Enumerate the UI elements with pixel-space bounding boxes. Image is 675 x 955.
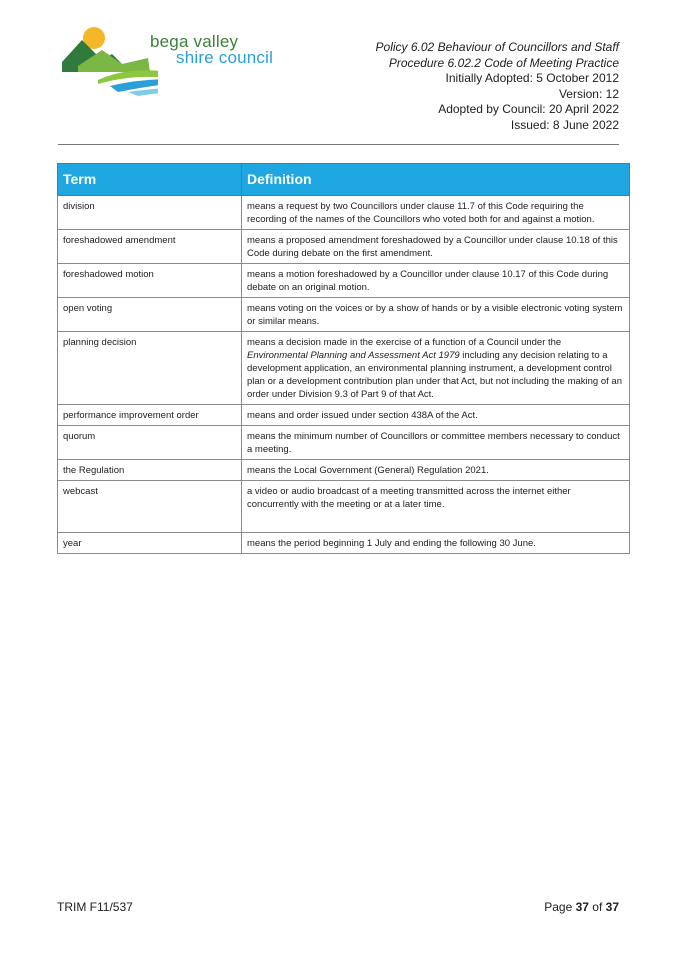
table-row [58,332,630,405]
definition-cell: means the period beginning 1 July and ending the following 30 June. [242,533,630,554]
term-cell: foreshadowed amendment [58,230,242,264]
definition-text: including any decision relating to a development application, an environmental planning instrument, a development control plan or a development contribution plan under that Act, but not including the making of an order under Division 9.3 of Part 9 of that Act. [247,350,622,400]
term-cell: planning decision [58,332,242,405]
logo-line-2: shire council [176,48,274,67]
term-cell: open voting [58,298,242,332]
page-label: Page [544,900,576,914]
council-adopted: Adopted by Council: 20 April 2022 [438,102,619,117]
term-cell: webcast [58,481,242,533]
page-number [544,900,619,914]
definition-cell: a video or audio broadcast of a meeting transmitted across the internet either concurrently with the meeting or at a later time. [242,481,630,533]
term-cell: foreshadowed motion [58,264,242,298]
council-logo-graphic [58,20,158,100]
definitions-table [57,163,630,554]
logo-line-1: bega valley [150,32,239,51]
table-row [58,264,630,298]
term-cell: performance improvement order [58,405,242,426]
table-row [58,298,630,332]
table-header-row [58,164,630,196]
total-pages: 37 [605,900,619,914]
definition-cell: means voting on the voices or by a show of hands or by a visible electronic voting system or similar means. [242,298,630,332]
term-cell: year [58,533,242,554]
column-header-definition: Definition [242,164,630,196]
document-header-info [376,40,619,134]
definition-text: means a decision made in the exercise of a function of a Council under the [247,337,562,348]
council-logo-text [150,34,273,66]
issued-date: Issued: 8 June 2022 [510,117,619,132]
council-logo [58,20,288,100]
definition-cell: means a request by two Councillors under clause 11.7 of this Code requiring the recording of the names of the Councillors who voted both for and against a motion. [242,196,630,230]
table-row [58,230,630,264]
table-row [58,533,630,554]
definition-cell: means the minimum number of Councillors or committee members necessary to conduct a meeting. [242,426,630,460]
definition-cell: means the Local Government (General) Regulation 2021. [242,460,630,481]
act-name: Environmental Planning and Assessment Act 1979 [247,350,460,361]
table-row [58,405,630,426]
term-cell: division [58,196,242,230]
definition-cell: means a proposed amendment foreshadowed by a Councillor under clause 10.18 of this Code during debate on the first amendment. [242,230,630,264]
definition-cell: means a motion foreshadowed by a Councillor under clause 10.17 of this Code during debate on an original motion. [242,264,630,298]
definition-cell: means and order issued under section 438A of the Act. [242,405,630,426]
trim-reference: TRIM F11/537 [57,900,133,914]
definition-cell [242,332,630,405]
term-cell: the Regulation [58,460,242,481]
table-row [58,196,630,230]
policy-title: Policy 6.02 Behaviour of Councillors and Staff [375,40,619,54]
table-row [58,460,630,481]
column-header-term: Term [58,164,242,196]
initially-adopted: Initially Adopted: 5 October 2012 [445,71,619,86]
table-row [58,481,630,533]
table-row [58,426,630,460]
page-of-label: of [588,900,606,914]
version: Version: 12 [558,86,619,101]
header-divider [58,144,619,145]
procedure-title: Procedure 6.02.2 Code of Meeting Practice [388,55,619,70]
current-page: 37 [575,900,589,914]
term-cell: quorum [58,426,242,460]
